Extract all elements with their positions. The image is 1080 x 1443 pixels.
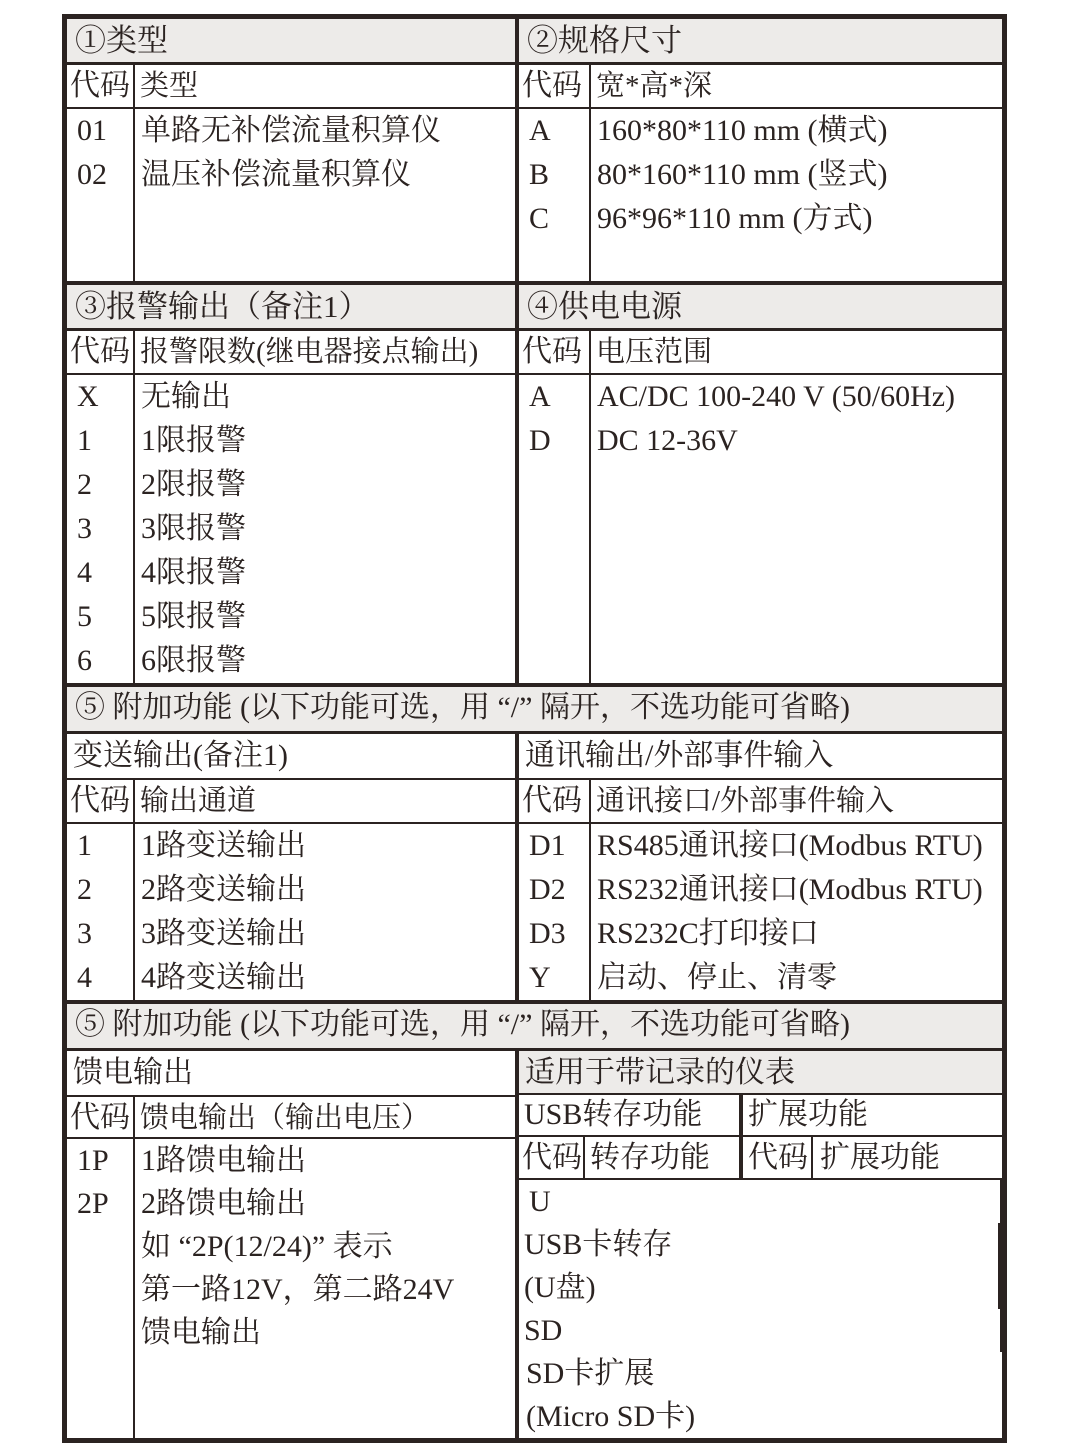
code-cell: 3: [77, 512, 92, 545]
code-cell: 4: [77, 961, 92, 994]
recording-group-title: 适用于带记录的仪表: [519, 1051, 1002, 1095]
label-column-header: 报警限数(继电器接点输出): [140, 336, 479, 368]
code-cell: 02: [77, 158, 107, 191]
feed-output-group-title: 馈电输出: [67, 1051, 515, 1097]
label-cell: 温压补偿流量积算仪: [141, 158, 411, 191]
usb-sd-group-header: [519, 1095, 1002, 1137]
section-power-supply: [519, 285, 1002, 683]
ordering-code-table: [62, 14, 1007, 1443]
section-power-title: ④供电电源: [519, 285, 1002, 331]
feed-output-subheader: [67, 1097, 515, 1139]
code-column-header: 代码: [67, 65, 135, 107]
section-feed-output: [67, 1051, 519, 1438]
code-cell: B: [529, 158, 550, 191]
transmit-output-group-title: 变送输出(备注1): [67, 734, 515, 780]
code-cell: Y: [529, 961, 551, 994]
label-cell: RS232C打印接口: [597, 917, 819, 950]
label-cell: 1限报警: [141, 424, 246, 457]
code-cell: X: [77, 380, 99, 413]
usb-sd-body: [519, 1180, 1002, 1438]
code-cell: 01: [77, 114, 107, 147]
code-cell: 1: [77, 829, 92, 862]
feed-output-body: [67, 1139, 515, 1438]
section-alarm-and-power: [67, 285, 1002, 687]
code-cell: 1: [77, 424, 92, 457]
label-column-header: 馈电输出（输出电压）: [140, 1102, 431, 1134]
label-cell: 3路变送输出: [141, 917, 306, 950]
label-cell: 160*80*110 mm (横式): [597, 114, 888, 147]
label-cell: SD卡扩展: [526, 1357, 655, 1390]
usb-group-title: USB转存功能: [519, 1095, 743, 1135]
transmit-output-body: [67, 824, 515, 1000]
section-communication: [519, 734, 1002, 1000]
label-cell: 2路馈电输出: [141, 1187, 306, 1220]
label-cell: USB卡转存: [524, 1228, 673, 1261]
code-cell: 2: [77, 873, 92, 906]
code-column-header: 代码: [743, 1137, 813, 1178]
extension-group-title: 扩展功能: [748, 1098, 868, 1131]
code-cell: 1P: [77, 1144, 109, 1177]
section-type-and-dimensions: [67, 19, 1002, 285]
communication-subheader: [519, 780, 1002, 824]
additional-functions-banner-2: ⑤ 附加功能 (以下功能可选，用 “/” 隔开，不选功能可省略): [67, 1004, 1002, 1051]
section-alarm-output: [67, 285, 519, 683]
code-column-header: 代码: [519, 331, 591, 373]
label-column-header: 转存功能: [585, 1137, 743, 1178]
code-cell: U: [529, 1185, 551, 1218]
section-alarm-subheader: [67, 331, 515, 375]
code-cell: 6: [77, 644, 92, 677]
label-column-header: 类型: [140, 70, 199, 102]
code-cell: 3: [77, 917, 92, 950]
code-cell: 2P: [77, 1187, 109, 1220]
label-cell: (U盘): [524, 1271, 596, 1304]
label-column-header: 输出通道: [140, 785, 257, 817]
label-cell: 2路变送输出: [141, 873, 306, 906]
label-cell: (Micro SD卡): [526, 1400, 696, 1433]
label-cell: 无输出: [141, 380, 231, 413]
code-cell: D3: [529, 917, 566, 950]
communication-group-title: 通讯输出/外部事件输入: [519, 734, 1002, 780]
label-cell: 3限报警: [141, 512, 246, 545]
label-cell: RS485通讯接口(Modbus RTU): [597, 829, 983, 862]
code-cell: SD: [524, 1314, 563, 1347]
label-cell: 1路馈电输出: [141, 1144, 306, 1177]
code-cell: C: [529, 202, 550, 235]
label-column-header: 扩展功能: [820, 1141, 940, 1174]
note-line: 馈电输出: [141, 1316, 261, 1349]
code-column-header: 代码: [519, 65, 591, 107]
note-line: 第一路12V，第二路24V: [141, 1273, 455, 1306]
code-cell: 4: [77, 556, 92, 589]
usb-sd-subheader: [519, 1137, 1002, 1180]
label-cell: 80*160*110 mm (竖式): [597, 158, 888, 191]
section-dimensions-body: [519, 109, 1002, 281]
code-column-header: 代码: [67, 331, 135, 373]
code-column-header: 代码: [519, 780, 591, 822]
note-line: 如 “2P(12/24)” 表示: [141, 1230, 393, 1263]
section-power-subheader: [519, 331, 1002, 375]
code-cell: D1: [529, 829, 566, 862]
section-additional-1: [67, 734, 1002, 1004]
label-column-header: 电压范围: [596, 336, 713, 368]
label-cell: AC/DC 100-240 V (50/60Hz): [597, 380, 956, 413]
label-cell: DC 12-36V: [597, 424, 738, 457]
label-cell: RS232通讯接口(Modbus RTU): [597, 873, 983, 906]
section-dimensions-subheader: [519, 65, 1002, 109]
additional-functions-banner-1: ⑤ 附加功能 (以下功能可选，用 “/” 隔开，不选功能可省略): [67, 687, 1002, 734]
label-cell: 启动、停止、清零: [597, 961, 837, 994]
label-cell: 4路变送输出: [141, 961, 306, 994]
section-type-subheader: [67, 65, 515, 109]
section-type: [67, 19, 519, 281]
communication-body: [519, 824, 1002, 1000]
section-type-body: [67, 109, 515, 281]
label-column-header: 宽*高*深: [596, 70, 713, 102]
code-cell: D2: [529, 873, 566, 906]
section-additional-2: [67, 1051, 1002, 1438]
label-cell: 6限报警: [141, 644, 246, 677]
code-cell: A: [529, 380, 551, 413]
label-cell: 4限报警: [141, 556, 246, 589]
section-alarm-title: ③报警输出（备注1）: [67, 285, 515, 331]
code-column-header: 代码: [67, 1097, 135, 1137]
label-cell: 1路变送输出: [141, 829, 306, 862]
code-cell: 5: [77, 600, 92, 633]
section-transmit-output: [67, 734, 519, 1000]
section-dimensions: [519, 19, 1002, 281]
label-cell: 2限报警: [141, 468, 246, 501]
code-cell: 2: [77, 468, 92, 501]
section-dimensions-title: ②规格尺寸: [519, 19, 1002, 65]
section-type-title: ①类型: [67, 19, 515, 65]
transmit-output-subheader: [67, 780, 515, 824]
label-cell: 单路无补偿流量积算仪: [141, 114, 441, 147]
label-cell: 5限报警: [141, 600, 246, 633]
section-alarm-body: [67, 375, 515, 683]
section-recording-functions: [519, 1051, 1002, 1438]
code-column-header: 代码: [67, 780, 135, 822]
code-column-header: 代码: [519, 1137, 585, 1178]
section-power-body: [519, 375, 1002, 683]
label-column-header: 通讯接口/外部事件输入: [596, 785, 895, 817]
code-cell: A: [529, 114, 551, 147]
label-cell: 96*96*110 mm (方式): [597, 202, 873, 235]
code-cell: D: [529, 424, 551, 457]
